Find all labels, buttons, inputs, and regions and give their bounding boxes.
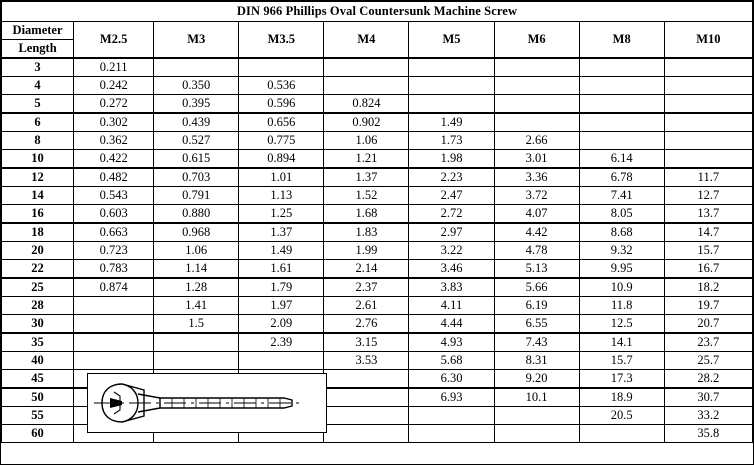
cell-m5: 4.11 bbox=[409, 297, 494, 315]
cell-m5: 5.68 bbox=[409, 352, 494, 370]
cell-m6: 6.55 bbox=[494, 315, 579, 334]
cell-m3-5: 1.97 bbox=[239, 297, 324, 315]
table-row bbox=[2, 113, 753, 132]
cell-m6 bbox=[494, 77, 579, 95]
table-row bbox=[2, 352, 753, 370]
cell-m3: 1.28 bbox=[154, 278, 239, 297]
cell-m8: 14.1 bbox=[579, 333, 664, 352]
cell-m5: 2.72 bbox=[409, 205, 494, 224]
cell-m6: 5.13 bbox=[494, 260, 579, 279]
table-row bbox=[2, 297, 753, 315]
cell-m3-5: 1.79 bbox=[239, 278, 324, 297]
table-row bbox=[2, 95, 753, 114]
table-row bbox=[2, 132, 753, 150]
cell-m8 bbox=[579, 113, 664, 132]
cell-m6: 2.66 bbox=[494, 132, 579, 150]
cell-m3-5: 1.25 bbox=[239, 205, 324, 224]
row-length: 22 bbox=[2, 260, 74, 279]
row-length: 10 bbox=[2, 150, 74, 169]
cell-m2-5 bbox=[74, 333, 154, 352]
cell-m3: 0.615 bbox=[154, 150, 239, 169]
cell-m5: 3.83 bbox=[409, 278, 494, 297]
cell-m6 bbox=[494, 425, 579, 443]
header-size-m6: M6 bbox=[494, 22, 579, 59]
cell-m8: 10.9 bbox=[579, 278, 664, 297]
cell-m5 bbox=[409, 425, 494, 443]
header-size-m5: M5 bbox=[409, 22, 494, 59]
cell-m5: 6.93 bbox=[409, 388, 494, 407]
cell-m4: 0.902 bbox=[324, 113, 409, 132]
cell-m2-5: 0.543 bbox=[74, 187, 154, 205]
cell-m2-5 bbox=[74, 315, 154, 334]
cell-m10: 15.7 bbox=[664, 242, 752, 260]
row-length: 3 bbox=[2, 58, 74, 77]
header-size-m10: M10 bbox=[664, 22, 752, 59]
cell-m8 bbox=[579, 58, 664, 77]
cell-m6: 4.42 bbox=[494, 223, 579, 242]
cell-m10: 35.8 bbox=[664, 425, 752, 443]
cell-m4 bbox=[324, 425, 409, 443]
cell-m5: 4.93 bbox=[409, 333, 494, 352]
cell-m10: 25.7 bbox=[664, 352, 752, 370]
cell-m2-5: 0.362 bbox=[74, 132, 154, 150]
cell-m8 bbox=[579, 425, 664, 443]
cell-m5 bbox=[409, 95, 494, 114]
table-row bbox=[2, 205, 753, 224]
cell-m4: 2.14 bbox=[324, 260, 409, 279]
row-length: 60 bbox=[2, 425, 74, 443]
cell-m4: 1.52 bbox=[324, 187, 409, 205]
cell-m3-5: 2.39 bbox=[239, 333, 324, 352]
cell-m6: 9.20 bbox=[494, 370, 579, 389]
page-title: DIN 966 Phillips Oval Countersunk Machine Screw bbox=[2, 2, 753, 22]
table-row bbox=[2, 315, 753, 334]
cell-m3 bbox=[154, 58, 239, 77]
cell-m10: 13.7 bbox=[664, 205, 752, 224]
cell-m10: 23.7 bbox=[664, 333, 752, 352]
cell-m6: 4.78 bbox=[494, 242, 579, 260]
cell-m3-5: 0.596 bbox=[239, 95, 324, 114]
cell-m6: 4.07 bbox=[494, 205, 579, 224]
table-row bbox=[2, 168, 753, 187]
cell-m3-5 bbox=[239, 352, 324, 370]
cell-m10: 19.7 bbox=[664, 297, 752, 315]
oval-countersunk-screw-drawing bbox=[88, 374, 326, 432]
cell-m6: 5.66 bbox=[494, 278, 579, 297]
cell-m2-5: 0.242 bbox=[74, 77, 154, 95]
cell-m4: 1.68 bbox=[324, 205, 409, 224]
cell-m5: 6.30 bbox=[409, 370, 494, 389]
cell-m3: 1.06 bbox=[154, 242, 239, 260]
cell-m8 bbox=[579, 95, 664, 114]
cell-m6 bbox=[494, 407, 579, 425]
cell-m4: 2.61 bbox=[324, 297, 409, 315]
cell-m6: 3.72 bbox=[494, 187, 579, 205]
cell-m8: 20.5 bbox=[579, 407, 664, 425]
cell-m8: 15.7 bbox=[579, 352, 664, 370]
header-row-diameter bbox=[2, 22, 753, 40]
row-length: 18 bbox=[2, 223, 74, 242]
cell-m8: 9.32 bbox=[579, 242, 664, 260]
cell-m6: 3.36 bbox=[494, 168, 579, 187]
cell-m10 bbox=[664, 132, 752, 150]
cell-m3-5: 0.656 bbox=[239, 113, 324, 132]
cell-m8: 8.05 bbox=[579, 205, 664, 224]
cell-m3: 0.395 bbox=[154, 95, 239, 114]
cell-m8: 11.8 bbox=[579, 297, 664, 315]
cell-m5: 3.22 bbox=[409, 242, 494, 260]
row-length: 16 bbox=[2, 205, 74, 224]
cell-m8: 7.41 bbox=[579, 187, 664, 205]
cell-m6: 10.1 bbox=[494, 388, 579, 407]
cell-m3: 0.350 bbox=[154, 77, 239, 95]
cell-m3-5: 2.09 bbox=[239, 315, 324, 334]
row-length: 5 bbox=[2, 95, 74, 114]
cell-m4 bbox=[324, 58, 409, 77]
cell-m2-5: 0.603 bbox=[74, 205, 154, 224]
cell-m10 bbox=[664, 58, 752, 77]
cell-m10 bbox=[664, 77, 752, 95]
cell-m2-5: 0.874 bbox=[74, 278, 154, 297]
cell-m10 bbox=[664, 150, 752, 169]
cell-m2-5: 0.272 bbox=[74, 95, 154, 114]
cell-m2-5: 0.723 bbox=[74, 242, 154, 260]
cell-m8: 17.3 bbox=[579, 370, 664, 389]
header-size-m2-5: M2.5 bbox=[74, 22, 154, 59]
cell-m8 bbox=[579, 132, 664, 150]
cell-m3: 0.439 bbox=[154, 113, 239, 132]
cell-m2-5: 0.783 bbox=[74, 260, 154, 279]
cell-m3-5: 0.894 bbox=[239, 150, 324, 169]
row-length: 25 bbox=[2, 278, 74, 297]
row-length: 30 bbox=[2, 315, 74, 334]
header-size-m8: M8 bbox=[579, 22, 664, 59]
cell-m10: 30.7 bbox=[664, 388, 752, 407]
cell-m8: 6.78 bbox=[579, 168, 664, 187]
cell-m3: 1.14 bbox=[154, 260, 239, 279]
cell-m3 bbox=[154, 333, 239, 352]
cell-m5: 2.97 bbox=[409, 223, 494, 242]
cell-m3-5: 0.536 bbox=[239, 77, 324, 95]
cell-m4: 0.824 bbox=[324, 95, 409, 114]
cell-m10: 33.2 bbox=[664, 407, 752, 425]
cell-m6 bbox=[494, 95, 579, 114]
table-row bbox=[2, 260, 753, 279]
table-row bbox=[2, 150, 753, 169]
cell-m3: 0.880 bbox=[154, 205, 239, 224]
cell-m3: 0.527 bbox=[154, 132, 239, 150]
cell-m3-5: 1.13 bbox=[239, 187, 324, 205]
cell-m10: 16.7 bbox=[664, 260, 752, 279]
cell-m3 bbox=[154, 352, 239, 370]
cell-m2-5: 0.482 bbox=[74, 168, 154, 187]
cell-m10: 14.7 bbox=[664, 223, 752, 242]
cell-m5: 2.23 bbox=[409, 168, 494, 187]
cell-m8: 6.14 bbox=[579, 150, 664, 169]
cell-m8 bbox=[579, 77, 664, 95]
cell-m10: 12.7 bbox=[664, 187, 752, 205]
cell-m2-5: 0.211 bbox=[74, 58, 154, 77]
cell-m10: 18.2 bbox=[664, 278, 752, 297]
cell-m10: 20.7 bbox=[664, 315, 752, 334]
header-size-m3-5: M3.5 bbox=[239, 22, 324, 59]
cell-m10 bbox=[664, 95, 752, 114]
table-row bbox=[2, 242, 753, 260]
cell-m5: 3.46 bbox=[409, 260, 494, 279]
row-length: 50 bbox=[2, 388, 74, 407]
cell-m6: 7.43 bbox=[494, 333, 579, 352]
row-length: 45 bbox=[2, 370, 74, 389]
row-length: 6 bbox=[2, 113, 74, 132]
header-size-m4: M4 bbox=[324, 22, 409, 59]
cell-m4: 1.37 bbox=[324, 168, 409, 187]
header-diameter-label: Diameter bbox=[2, 22, 74, 40]
cell-m3-5: 0.775 bbox=[239, 132, 324, 150]
row-length: 14 bbox=[2, 187, 74, 205]
cell-m4: 3.15 bbox=[324, 333, 409, 352]
cell-m2-5: 0.302 bbox=[74, 113, 154, 132]
cell-m2-5 bbox=[74, 297, 154, 315]
cell-m3-5: 1.61 bbox=[239, 260, 324, 279]
cell-m8: 18.9 bbox=[579, 388, 664, 407]
table-row bbox=[2, 187, 753, 205]
header-length-label: Length bbox=[2, 40, 74, 59]
table-row bbox=[2, 278, 753, 297]
cell-m4: 2.37 bbox=[324, 278, 409, 297]
row-length: 4 bbox=[2, 77, 74, 95]
cell-m6: 3.01 bbox=[494, 150, 579, 169]
row-length: 20 bbox=[2, 242, 74, 260]
cell-m5 bbox=[409, 77, 494, 95]
cell-m4 bbox=[324, 77, 409, 95]
cell-m4: 1.06 bbox=[324, 132, 409, 150]
cell-m5: 2.47 bbox=[409, 187, 494, 205]
cell-m8: 8.68 bbox=[579, 223, 664, 242]
cell-m3: 0.791 bbox=[154, 187, 239, 205]
cell-m4: 1.83 bbox=[324, 223, 409, 242]
cell-m8: 12.5 bbox=[579, 315, 664, 334]
cell-m5 bbox=[409, 407, 494, 425]
row-length: 35 bbox=[2, 333, 74, 352]
table-row bbox=[2, 77, 753, 95]
cell-m2-5: 0.422 bbox=[74, 150, 154, 169]
cell-m4: 1.21 bbox=[324, 150, 409, 169]
screw-diagram bbox=[87, 373, 327, 433]
cell-m5: 1.49 bbox=[409, 113, 494, 132]
cell-m4: 1.99 bbox=[324, 242, 409, 260]
cell-m3: 0.968 bbox=[154, 223, 239, 242]
cell-m10 bbox=[664, 113, 752, 132]
cell-m6: 6.19 bbox=[494, 297, 579, 315]
cell-m5: 4.44 bbox=[409, 315, 494, 334]
cell-m2-5: 0.663 bbox=[74, 223, 154, 242]
cell-m5 bbox=[409, 58, 494, 77]
row-length: 12 bbox=[2, 168, 74, 187]
cell-m3: 1.41 bbox=[154, 297, 239, 315]
cell-m6 bbox=[494, 113, 579, 132]
cell-m4 bbox=[324, 370, 409, 389]
cell-m5: 1.98 bbox=[409, 150, 494, 169]
cell-m5: 1.73 bbox=[409, 132, 494, 150]
title-row bbox=[2, 2, 753, 22]
cell-m2-5 bbox=[74, 352, 154, 370]
row-length: 55 bbox=[2, 407, 74, 425]
cell-m4 bbox=[324, 388, 409, 407]
row-length: 28 bbox=[2, 297, 74, 315]
cell-m4 bbox=[324, 407, 409, 425]
cell-m3-5: 1.01 bbox=[239, 168, 324, 187]
cell-m10: 11.7 bbox=[664, 168, 752, 187]
cell-m3-5 bbox=[239, 58, 324, 77]
row-length: 40 bbox=[2, 352, 74, 370]
row-length: 8 bbox=[2, 132, 74, 150]
table-row bbox=[2, 223, 753, 242]
cell-m3-5: 1.37 bbox=[239, 223, 324, 242]
table-row bbox=[2, 58, 753, 77]
header-size-m3: M3 bbox=[154, 22, 239, 59]
cell-m6 bbox=[494, 58, 579, 77]
cell-m10: 28.2 bbox=[664, 370, 752, 389]
cell-m3-5: 1.49 bbox=[239, 242, 324, 260]
cell-m3: 0.703 bbox=[154, 168, 239, 187]
cell-m8: 9.95 bbox=[579, 260, 664, 279]
cell-m4: 2.76 bbox=[324, 315, 409, 334]
cell-m3: 1.5 bbox=[154, 315, 239, 334]
table-row bbox=[2, 333, 753, 352]
cell-m4: 3.53 bbox=[324, 352, 409, 370]
cell-m6: 8.31 bbox=[494, 352, 579, 370]
